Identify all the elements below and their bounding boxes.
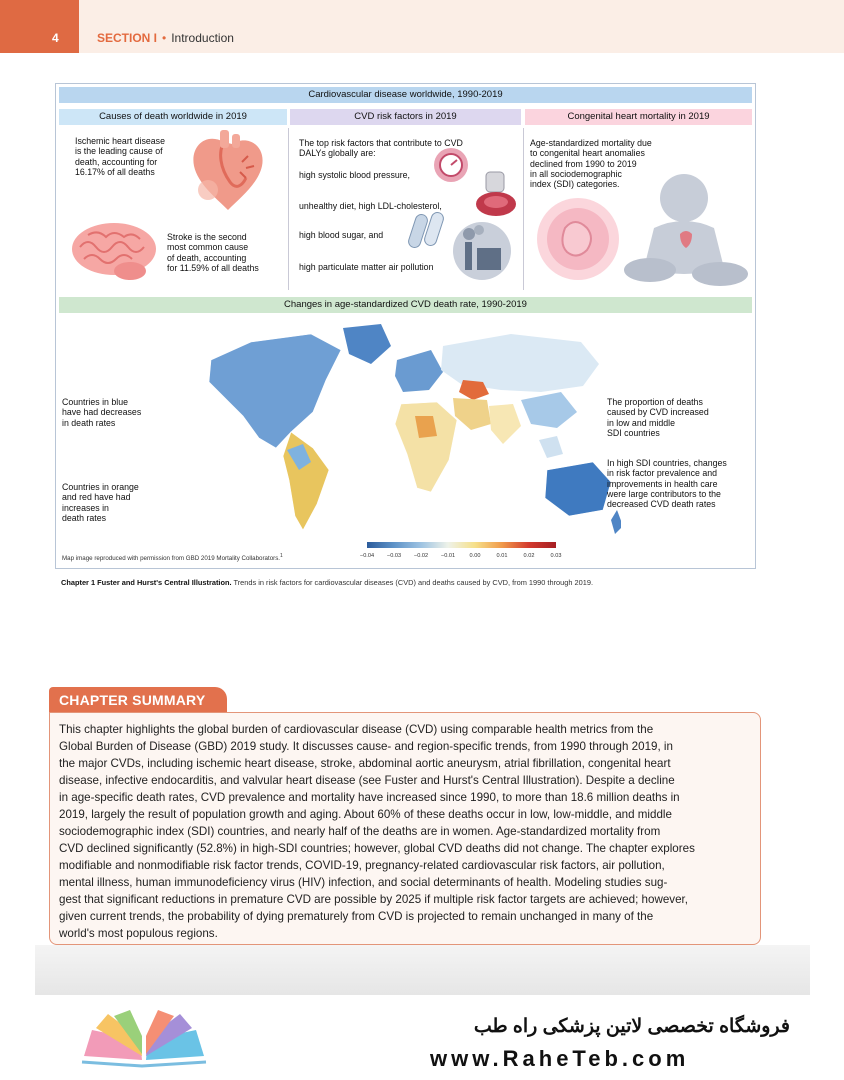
map-note-orange: Countries in orange and red have had increases in death rates <box>62 482 139 523</box>
summary-line: given current trends, the probability of dying prematurely from CVD is projected to remain unchanged in many of the <box>59 910 654 923</box>
scale-tick: −0.02 <box>413 553 429 559</box>
separator-dot: • <box>162 31 167 45</box>
figure-title: Cardiovascular disease worldwide, 1990-2019 <box>59 87 752 103</box>
risk-item-bp: high systolic blood pressure, <box>299 170 410 180</box>
summary-line: Global Burden of Disease (GBD) 2019 study. It discusses cause- and region-specific trends, from 1990 through 2019, in <box>59 740 673 753</box>
scale-tick: 0.02 <box>523 553 535 559</box>
central-illustration <box>55 83 756 569</box>
color-scale <box>367 542 556 548</box>
summary-line: sociodemographic index (SDI) countries, and nearly half of the deaths are in women. Age-standardized mortality from <box>59 825 661 838</box>
summary-line: This chapter highlights the global burden of cardiovascular disease (CVD) using comparable health metrics from the <box>59 723 654 736</box>
running-head <box>97 31 234 45</box>
risk-item-pollution: high particulate matter air pollution <box>299 262 434 272</box>
summary-line: 2019, largely the result of population growth and aging. About 60% of these deaths occur in low, low-middle, and middle <box>59 808 672 821</box>
book-logo-icon <box>78 1010 210 1068</box>
map-title: Changes in age-standardized CVD death rate, 1990-2019 <box>59 297 752 313</box>
summary-line: the major CVDs, including ischemic heart disease, stroke, abdominal aortic aneurysm, atrial fibrillation, congenital heart <box>59 757 671 770</box>
map-note-blue: Countries in blue have had decreases in death rates <box>62 397 142 428</box>
blood-pressure-cuff-icon <box>431 146 473 184</box>
risk-item-diet: unhealthy diet, high LDL-cholesterol, <box>299 201 442 211</box>
congenital-text: Age-standardized mortality due to congenital heart anomalies declined from 1990 to 2019 in all sociodemographic index (SDI) categories. <box>530 138 652 190</box>
scale-tick: −0.01 <box>440 553 456 559</box>
summary-line: gest that significant reductions in premature CVD are possible by 2025 if multiple risk factor targets are achieved; however, <box>59 893 688 906</box>
summary-line: mental illness, human immunodeficiency virus (HIV) infection, and social determinants of health. Modeling studies sug- <box>59 876 668 889</box>
scale-tick: −0.04 <box>359 553 375 559</box>
summary-line: modifiable and nonmodifiable risk factor trends, COVID-19, pregnancy-related cardiovascular risk factors, air pollution, <box>59 859 665 872</box>
brain-icon <box>68 217 164 285</box>
scale-tick: 0.00 <box>469 553 481 559</box>
scale-tick: −0.03 <box>386 553 402 559</box>
stroke-text: Stroke is the second most common cause of death, accounting for 11.59% of all deaths <box>167 232 259 273</box>
sugar-cubes-icon <box>408 208 446 252</box>
section-title: Introduction <box>171 31 234 45</box>
page-shadow <box>35 945 810 995</box>
fetus-icon <box>535 196 621 282</box>
color-scale-ticks <box>354 553 570 561</box>
map-note-sdi: The proportion of deaths caused by CVD increased in low and middle SDI countries <box>607 397 709 438</box>
infant-icon <box>620 170 752 290</box>
chapter-summary-heading: CHAPTER SUMMARY <box>49 687 227 713</box>
col2-title: CVD risk factors in 2019 <box>290 109 521 125</box>
col1-title: Causes of death worldwide in 2019 <box>59 109 287 125</box>
section-label: SECTION I <box>97 31 158 45</box>
column-divider <box>523 128 524 290</box>
chapter-summary-box <box>49 712 761 945</box>
summary-line: CVD declined significantly (52.8%) in high-SDI countries; however, global CVD deaths did not change. The chapter explores <box>59 842 695 855</box>
store-name: فروشگاه تخصصی لاتین پزشکی راه طب <box>473 1016 790 1037</box>
risk-item-sugar: high blood sugar, and <box>299 230 384 240</box>
figure-caption: Chapter 1 Fuster and Hurst's Central Illustration. Trends in risk factors for cardiovascular diseases (CVD) and deaths caused by CVD, from 1990 through 2019. <box>61 578 594 587</box>
meat-and-salt-icon <box>474 170 518 218</box>
summary-line: disease, infective endocarditis, and valvular heart disease (see Fuster and Hurst's Central Illustration). Despite a decline <box>59 774 675 787</box>
factory-pollution-icon <box>451 220 513 282</box>
ihd-text: Ischemic heart disease is the leading cause of death, accounting for 16.17% of all deaths <box>75 136 165 177</box>
scale-tick: 0.03 <box>550 553 562 559</box>
summary-line: in age-specific death rates, CVD prevalence and mortality have increased since 1990, to more than 18.6 million deaths in <box>59 791 680 804</box>
column-divider <box>288 128 289 290</box>
page-number: 4 <box>0 0 79 53</box>
col3-title: Congenital heart mortality in 2019 <box>525 109 752 125</box>
world-map <box>191 320 621 538</box>
risk-intro: The top risk factors that contribute to CVD DALYs globally are: <box>299 138 463 159</box>
summary-line: world's most populous regions. <box>59 927 218 940</box>
heart-icon <box>184 128 274 214</box>
scale-tick: 0.01 <box>496 553 508 559</box>
store-url[interactable]: www.RaheTeb.com <box>430 1046 690 1071</box>
page-header <box>0 0 844 53</box>
map-credit: Map image reproduced with permission from GBD 2019 Mortality Collaborators.$^1$ <box>62 553 283 563</box>
map-note-high-sdi: In high SDI countries, changes in risk factor prevalence and improvements in health care were large contributors to the decreased CVD death rates <box>607 458 727 510</box>
